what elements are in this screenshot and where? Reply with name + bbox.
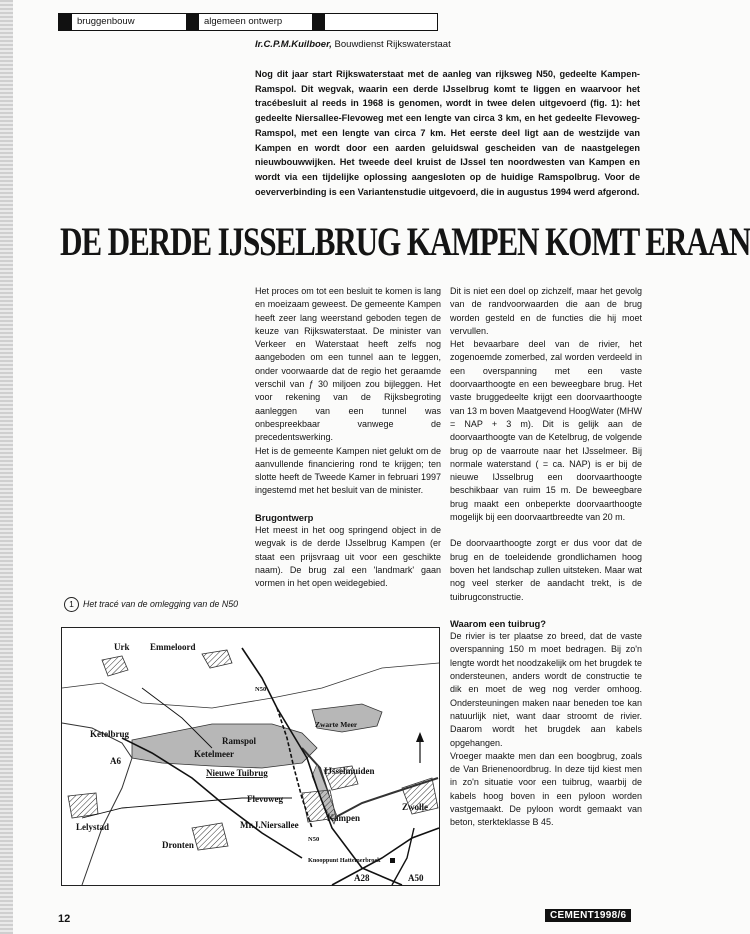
north-arrow-head-icon [416,732,424,742]
body-paragraph: Het bevaarbare deel van de rivier, het zogenoemde zomerbed, zal worden verdeeld in een overspanning met een vaste doorvaarthoogte en een beweegbare brug. Het vaste bruggedeelte krijgt een doorvaarthoogte van 13 m boven Maatgevend HoogWater (MHW = NAP + 3 m). Dit is gelijk aan de doorvaarthoogte van de Ketelbrug, de volgende brug op de vaarroute naar het IJsselmeer. Bij normale waterstand ( = ca. NAP) is er bij de nieuwe IJsselbrug een doorvaarthoogte beschikbaar van ruim 15 m. De beweegbare brug maakt een onbeperkte doorvaarthoogte mogelijk bij een doorvaartbreedte van 20 m. [450,339,642,523]
issue-badge: CEMENT1998/6 [545,909,631,922]
body-column-right [450,285,642,830]
body-paragraph: De doorvaarthoogte zorgt er dus voor dat de brug en de toeleidende grondlichamen hoog boven het landschap zullen uitsteken. Maar wat nog veel sterker de aandacht trekt, is de tuibrugconstructie. [450,538,642,602]
town-urk [102,656,128,676]
map-label-a50: A50 [408,873,424,883]
map-label-ketelbrug: Ketelbrug [90,729,129,739]
junction-marker-icon [390,858,395,863]
section-header-bar [58,13,438,31]
binding-strip [0,0,13,934]
body-paragraph: Het is de gemeente Kampen niet gelukt om de aanvullende financiering rond te krijgen; ten slotte heeft de Tweede Kamer in februari 1997 ingestemd met het besluit van de minister. [255,445,441,496]
header-section-bruggenbouw: bruggenbouw [77,16,135,27]
body-paragraph: De rivier is ter plaatse zo breed, dat de vaste overspanning 150 m moet bedragen. Bij zo'n lengte wordt het noodzakelijk om het brugdek te ondersteunen, anders wordt de constructie te dik en moet de weg nog verder omhoog. Ondersteuningen maken naar beneden toe kan natuurlijk niet, want daar stroomt de rivier. Daarom wordt het brugdek aan kabels opgehangen. [450,631,642,748]
route-map [61,627,440,886]
map-label-a28: A28 [354,873,370,883]
figure-number: 1 [64,597,79,612]
map-label-a6: A6 [110,756,121,766]
section-heading-waarom-tuibrug: Waarom een tuibrug? [450,617,547,629]
map-label-zwolle: Zwolle [402,802,428,812]
map-label-ketelmeer: Ketelmeer [194,749,234,759]
body-paragraph: Dit is niet een doel op zichzelf, maar het gevolg van de randvoorwaarden die aan de brug worden gesteld en de functies die hij moet vervullen. [450,286,642,336]
header-block [312,14,325,30]
town-dronten [192,823,228,850]
map-label-dronten: Dronten [162,840,194,850]
map-label-ramspol: Ramspol [222,736,257,746]
town-lelystad [68,793,98,818]
map-label-urk: Urk [114,642,130,652]
map-label-emmeloord: Emmeloord [150,642,196,652]
map-label-zwarte-meer: Zwarte Meer [315,720,358,729]
map-label-kampen: Kampen [327,813,361,823]
body-paragraph: Het meest in het oog springend object in de wegvak is de derde IJsselbrug Kampen (er staat een prijsvraag uit voor een geschikte naam). De brug zal een 'landmark' gaan vormen in het open weidegebied. [255,525,441,589]
intro-paragraph: Nog dit jaar start Rijkswaterstaat met de aanleg van rijksweg N50, gedeelte Kampen-Ramspol. Dit wegvak, waarin een derde IJsselbrug komt te liggen en waarvoor het tracébesluit al reeds in 1968 is genomen, wordt in twee delen uitgevoerd (fig. 1): het gedeelte Niersallee-Flevoweg met een lengte van circa 3 km, en het gedeelte Flevoweg-Ramspol, met een lengte van circa 7 km. Het eerste deel ligt aan de westzijde van Kampen en wordt door een aarden geluidswal gescheiden van de naastgelegen nieuwbouwwijken. Het tweede deel kruist de IJssel ten noordwesten van Kampen en wordt via een tijdelijke oplossing aangesloten op de huidige Ramspolbrug. Voor de oeververbinding is een Variantenstudie uitgevoerd, die in augustus 1994 werd afgerond. [255,69,640,197]
map-label-n50-south: N50 [308,836,320,843]
map-label-nieuwe-tuibrug: Nieuwe Tuibrug [206,768,268,778]
map-label-ijsselmuiden: IJsselmuiden [324,766,375,776]
article-headline: DE DERDE IJSSELBRUG KAMPEN KOMT ERAAN [60,219,750,264]
body-paragraph: Vroeger maakte men dan een boogbrug, zoals de Van Brienenoordbrug. In deze tijd kiest men in zo'n situatie voor een tuibrug, waarbij de kabels hoog boven in een pyloon worden vastgemaakt. De pyloon wordt gemaakt van beton, sterkteklasse B 45. [450,750,642,828]
figure-caption-text: Het tracé van de omlegging van de N50 [83,599,239,609]
town-emmeloord [202,650,232,668]
header-block [186,14,199,30]
page-number: 12 [58,913,71,925]
map-label-flevoweg: Flevoweg [247,794,283,804]
section-heading-brugontwerp: Brugontwerp [255,511,314,523]
map-label-lelystad: Lelystad [76,822,110,832]
byline [255,39,451,50]
body-column-middle [255,285,441,591]
author-organization: Bouwdienst Rijkswaterstaat [334,39,451,50]
header-block [59,14,72,30]
author-name: Ir.C.P.M.Kuilboer, [255,39,332,50]
map-label-n50-north: N50 [255,686,267,693]
map-label-niersallee: Mr.J.Niersallee [240,820,299,830]
header-section-algemeen-ontwerp: algemeen ontwerp [204,16,283,27]
map-label-knooppunt: Knooppunt Hattemerbroek [308,857,381,864]
figure-caption [64,597,238,612]
body-paragraph: Het proces om tot een besluit te komen is lang en moeizaam geweest. De gemeente Kampen heeft zeer lang weerstand geboden tegen de keuze van Rijkswaterstaat. De minister van Verkeer en Waterstaat heeft zelfs nog aangeboden om een tunnel aan te leggen, onder voorwaarde dat de regio het geraamde verschil van ƒ 30 miljoen zou bijleggen. Het voor rekening van de Rijksbegroting aanleggen van een tunnel was onbespreekbaar vanwege de precedentswerking. [255,286,441,443]
